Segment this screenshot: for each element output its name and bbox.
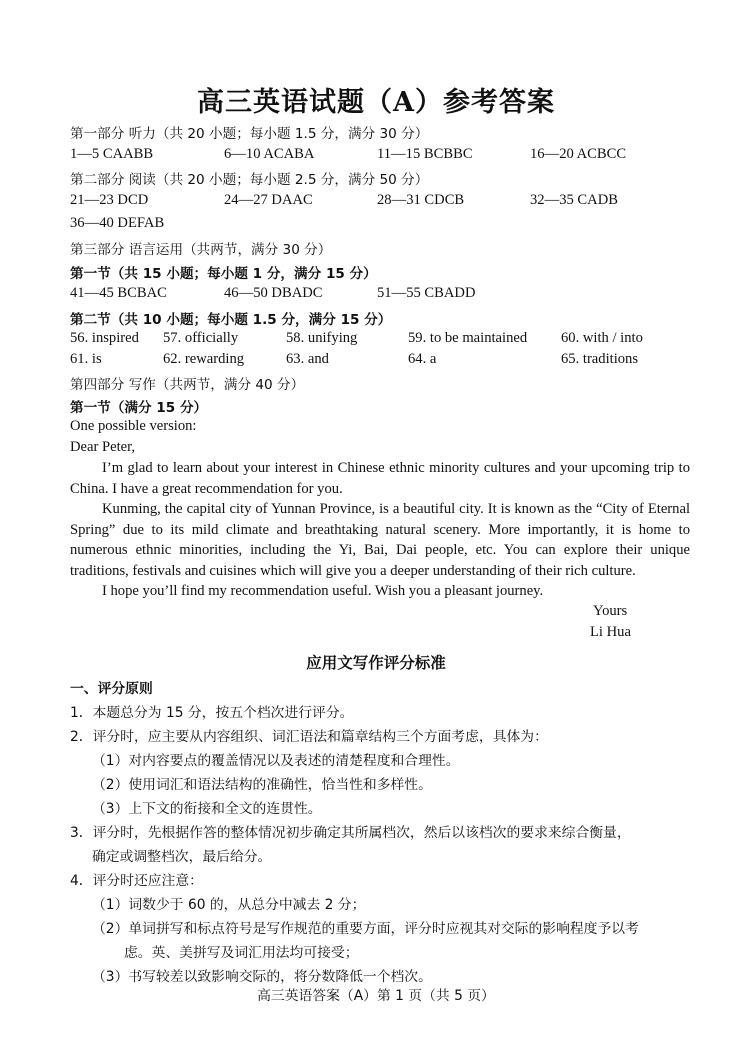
- blank-answer: 60. with / into: [561, 330, 643, 346]
- blank-answer: 57. officially: [163, 330, 239, 346]
- rubric-item: 1．本题总分为 15 分，按五个档次进行评分。: [70, 705, 354, 721]
- letter-greeting: Dear Peter,: [70, 439, 136, 455]
- letter-paragraph: Kunming, the capital city of Yunnan Province, is a beautiful city. It is known as the “City of Eternal Spring” due to its mild climate and breathtaking natural scenery. More importantly, it is home to numerous ethnic minorities, including the Yi, Bai, Dai people, etc. You can explore their unique traditions, festivals and cuisines which will give you a deeper understanding of their rich culture.: [70, 501, 690, 579]
- rubric-item: 3．评分时，先根据作答的整体情况初步确定其所属档次，然后以该档次的要求来综合衡量，: [70, 825, 631, 841]
- part2-answer: 24—27 DAAC: [224, 192, 313, 208]
- blank-answer: 61. is: [70, 351, 102, 367]
- blank-answer: 65. traditions: [561, 351, 639, 367]
- blank-answer: 64. a: [408, 351, 437, 367]
- part1-answer: 16—20 ACBCC: [530, 146, 627, 162]
- part3-answer: 51—55 CBADD: [377, 285, 476, 301]
- rubric-section-heading: 一、评分原则: [70, 681, 153, 697]
- sample-label: One possible version:: [70, 418, 197, 434]
- blank-answer: 56. inspired: [70, 330, 139, 346]
- page-footer: 高三英语答案（A）第 1 页（共 5 页）: [257, 988, 495, 1004]
- rubric-title: 应用文写作评分标准: [306, 654, 446, 672]
- letter-closing: Yours: [593, 603, 628, 619]
- part3-heading: 第三部分 语言运用（共两节，满分 30 分）: [70, 242, 332, 258]
- blank-answer: 62. rewarding: [163, 351, 245, 367]
- rubric-item: （1）词数少于 60 的，从总分中减去 2 分；: [92, 897, 366, 913]
- part1-heading: 第一部分 听力（共 20 小题；每小题 1.5 分，满分 30 分）: [70, 126, 429, 142]
- part2-heading: 第二部分 阅读（共 20 小题；每小题 2.5 分，满分 50 分）: [70, 172, 429, 188]
- part4-heading: 第四部分 写作（共两节，满分 40 分）: [70, 377, 305, 393]
- page-title: 高三英语试题（A）参考答案: [197, 87, 555, 118]
- part2-answer: 28—31 CDCB: [377, 192, 465, 208]
- part1-answer: 1—5 CAABB: [70, 146, 154, 162]
- rubric-item: 4．评分时还应注意：: [70, 873, 203, 889]
- part3-section2-heading: 第二节（共 10 小题；每小题 1.5 分，满分 15 分）: [70, 312, 392, 328]
- rubric-item: （1）对内容要点的覆盖情况以及表述的清楚程度和合理性。: [92, 753, 460, 769]
- part1-answer: 11—15 BCBBC: [377, 146, 473, 162]
- letter-paragraph: I hope you’ll find my recommendation useful. Wish you a pleasant journey.: [102, 583, 544, 599]
- rubric-item: （3）书写较差以致影响交际的，将分数降低一个档次。: [92, 969, 432, 985]
- part3-answer: 46—50 DBADC: [224, 285, 323, 301]
- letter-paragraph: I’m glad to learn about your interest in Chinese ethnic minority cultures and your upcoming trip to China. I have a great recommendation for you.: [70, 460, 690, 497]
- part4-section1-heading: 第一节（满分 15 分）: [70, 400, 208, 416]
- rubric-item: （2）单词拼写和标点符号是写作规范的重要方面，评分时应视其对交际的影响程度予以考: [92, 921, 639, 937]
- rubric-item: 确定或调整档次，最后给分。: [92, 849, 272, 865]
- part2-answer: 21—23 DCD: [70, 192, 149, 208]
- blank-answer: 63. and: [286, 351, 329, 367]
- blank-answer: 59. to be maintained: [408, 330, 528, 346]
- part3-answer: 41—45 BCBAC: [70, 285, 167, 301]
- part3-section1-heading: 第一节（共 15 小题；每小题 1 分，满分 15 分）: [70, 266, 377, 282]
- part1-answer: 6—10 ACABA: [224, 146, 315, 162]
- rubric-item: （3）上下文的衔接和全文的连贯性。: [92, 801, 322, 817]
- rubric-item: 虑。英、美拼写及词汇用法均可接受；: [124, 945, 359, 961]
- letter-signature: Li Hua: [590, 624, 631, 640]
- rubric-item: （2）使用词汇和语法结构的准确性，恰当性和多样性。: [92, 777, 432, 793]
- part2-answer: 36—40 DEFAB: [70, 215, 165, 231]
- rubric-item: 2．评分时，应主要从内容组织、词汇语法和篇章结构三个方面考虑，具体为：: [70, 729, 548, 745]
- blank-answer: 58. unifying: [286, 330, 358, 346]
- part2-answer: 32—35 CADB: [530, 192, 618, 208]
